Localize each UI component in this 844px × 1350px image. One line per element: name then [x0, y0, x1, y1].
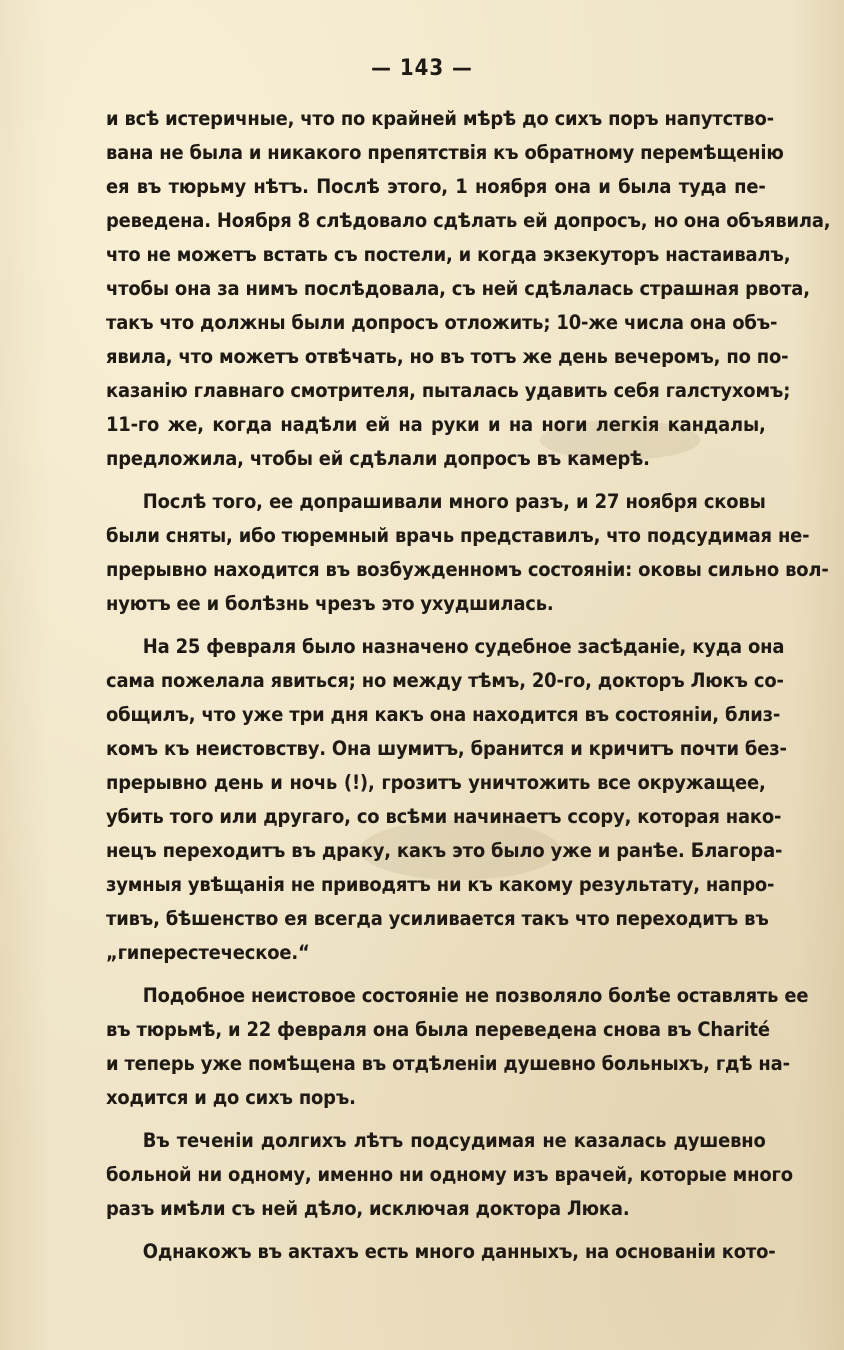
text-line: предложила, чтобы ей сдѣлали допросъ въ камерѣ.: [106, 447, 650, 470]
text-line: и теперь уже помѣщена въ отдѣленіи душевно больныхъ, гдѣ на-: [106, 1052, 790, 1075]
text-line: нецъ переходитъ въ драку, какъ это было уже и ранѣе. Благора-: [106, 839, 783, 862]
paragraph: [106, 485, 829, 621]
text-line: казанію главнаго смотрителя, пыталась удавить себя галстухомъ;: [106, 379, 791, 402]
text-line: зумныя увѣщанія не приводятъ ни къ какому результату, напро-: [106, 873, 775, 896]
text-line: Однакожъ въ актахъ есть много данныхъ, на основаніи кото-: [142, 1240, 776, 1263]
paragraph: [106, 102, 831, 476]
text-line: вана не была и никакого препятствія къ обратному перемѣщенію: [106, 141, 784, 164]
body-text: [106, 102, 831, 1278]
text-line: 11-го же, когда надѣли ей на руки и на ноги легкія кандалы,: [106, 413, 766, 436]
text-line: общилъ, что уже три дня какъ она находится въ состояніи, близ-: [106, 703, 781, 726]
text-line: тивъ, бѣшенство ея всегда усиливается такъ что переходитъ въ: [106, 907, 769, 930]
paragraph: [106, 1235, 776, 1269]
text-line: были сняты, ибо тюремный врачь представилъ, что подсудимая не-: [106, 524, 810, 547]
text-line: нуютъ ее и болѣзнь чрезъ это ухудшилась.: [106, 592, 554, 615]
page-number: — 143 —: [371, 56, 473, 81]
text-line: явила, что можетъ отвѣчать, но въ тотъ же день вечеромъ, по по-: [106, 345, 789, 368]
text-line: реведена. Ноября 8 слѣдовало сдѣлать ей допросъ, но она объявила,: [106, 209, 831, 232]
text-line: Въ теченіи долгихъ лѣтъ подсудимая не казалась душевно: [142, 1129, 766, 1152]
text-line: разъ имѣли съ ней дѣло, исключая доктора Люка.: [106, 1197, 630, 1220]
paragraph: [106, 630, 787, 970]
paragraph: [106, 979, 809, 1115]
text-line: что не можетъ встать съ постели, и когда экзекуторъ настаивалъ,: [106, 243, 791, 266]
text-line: больной ни одному, именно ни одному изъ врачей, которые много: [106, 1163, 793, 1186]
text-line: „гиперестеческое.“: [106, 941, 310, 964]
text-line: Послѣ того, ее допрашивали много разъ, и 27 ноября сковы: [142, 490, 766, 513]
text-line: чтобы она за нимъ послѣдовала, съ ней сдѣлалась страшная рвота,: [106, 277, 810, 300]
text-line: прерывно находится въ возбужденномъ состояніи: оковы сильно вол-: [106, 558, 829, 581]
text-line: Подобное неистовое состояніе не позволяло болѣе оставлять ее: [142, 984, 809, 1007]
text-line: въ тюрьмѣ, и 22 февраля она была переведена снова въ Charité: [106, 1018, 770, 1041]
paragraph: [106, 1124, 793, 1226]
text-line: убить того или другаго, со всѣми начинаетъ ссору, которая нако-: [106, 805, 782, 828]
text-line: ходится и до сихъ поръ.: [106, 1086, 356, 1109]
text-line: ея въ тюрьму нѣтъ. Послѣ этого, 1 ноября она и была туда пе-: [106, 175, 766, 198]
text-line: сама пожелала явиться; но между тѣмъ, 20-го, докторъ Люкъ со-: [106, 669, 784, 692]
text-line: На 25 февраля было назначено судебное засѣданіе, куда она: [142, 635, 785, 658]
text-line: прерывно день и ночь (!), грозитъ уничтожить все окружащее,: [106, 771, 766, 794]
text-line: и всѣ истеричные, что по крайней мѣрѣ до сихъ поръ напутство-: [106, 107, 774, 130]
text-line: такъ что должны были допросъ отложить; 10-же числа она объ-: [106, 311, 778, 334]
text-line: комъ къ неистовству. Она шумитъ, бранится и кричитъ почти без-: [106, 737, 787, 760]
